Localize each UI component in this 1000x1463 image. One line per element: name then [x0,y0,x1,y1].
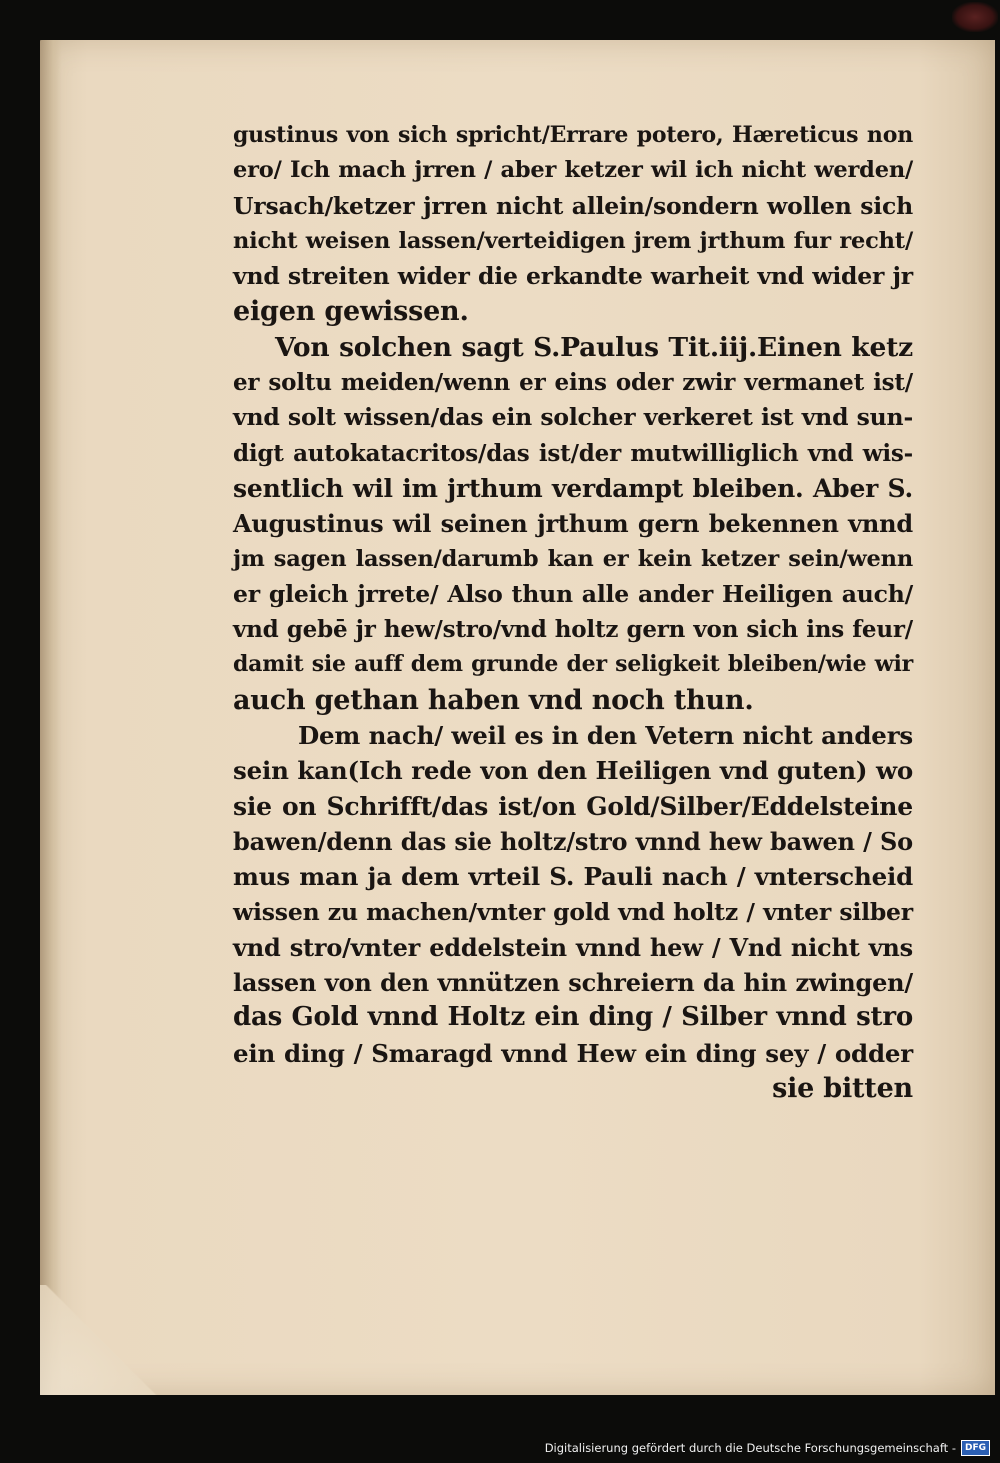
page-text [233,118,913,1106]
library-stamp-icon [952,2,998,32]
text-line: sein kan(Ich rede von den Heiligen vnd guten) wo [233,756,913,786]
text-line: Von solchen sagt S.Paulus Tit.iij.Einen ketz [275,331,913,363]
text-line: das Gold vnnd Holtz ein ding / Silber vnnd stro [233,1002,913,1033]
text-line: Augustinus wil seinen jrthum gern bekennen vnnd [233,509,913,539]
text-line: digt autokatacritos/das ist/der mutwilliglich vnd wis- [233,439,913,467]
text-line: damit sie auff dem grunde der seligkeit bleiben/wie wir [233,651,913,678]
text-line: eigen gewissen. [233,296,469,328]
text-line: vnd solt wissen/das ein solcher verkeret ist vnd sun- [233,403,913,432]
text-line: er soltu meiden/wenn er eins oder zwir vermanet ist/ [233,369,913,397]
text-line: bawen/denn das sie holtz/stro vnnd hew bawen / So [233,826,913,856]
text-line: lassen von den vnnützen schreiern da hin zwingen/ [233,968,913,998]
text-line: sie on Schrifft/das ist/on Gold/Silber/Eddelsteine [233,791,913,821]
text-line: er gleich jrrete/ Also thun alle ander Heiligen auch/ [233,579,913,608]
text-line: wissen zu machen/vnter gold vnd holtz / vnter silber [233,897,913,926]
dfg-logo-icon: DFG [961,1440,990,1456]
text-line: vnd streiten wider die erkandte warheit vnd wider jr [233,262,913,291]
digitization-credit [545,1437,990,1459]
text-line: Ursach/ketzer jrren nicht allein/sondern wollen sich [233,191,913,220]
text-line: Dem nach/ weil es in den Vetern nicht anders [298,721,913,751]
page-corner-wear [40,1285,160,1395]
text-line: gustinus von sich spricht/Errare potero, Hæreticus non [233,122,913,148]
text-line: vnd gebē jr hew/stro/vnd holtz gern von sich ins feur/ [233,616,913,644]
text-line: auch gethan haben vnd noch thun. [233,684,754,716]
text-line: ein ding / Smaragd vnnd Hew ein ding sey / odder [233,1038,913,1068]
credit-text: Digitalisierung gefördert durch die Deutsche Forschungsgemeinschaft - [544,1441,956,1455]
text-line: jm sagen lassen/darumb kan er kein ketzer sein/wenn [233,545,913,572]
text-line: mus man ja dem vrteil S. Pauli nach / vnterscheid [233,862,913,892]
text-line: ero/ Ich mach jrren / aber ketzer wil ich nicht werden/ [233,157,913,184]
text-line: vnd stro/vnter eddelstein vnnd hew / Vnd nicht vns [233,932,913,962]
text-line: sentlich wil im jrthum verdampt bleiben. Aber S. [233,473,913,503]
text-line: nicht weisen lassen/verteidigen jrem jrthum fur recht/ [233,227,913,254]
catchword: sie bitten [772,1073,913,1105]
